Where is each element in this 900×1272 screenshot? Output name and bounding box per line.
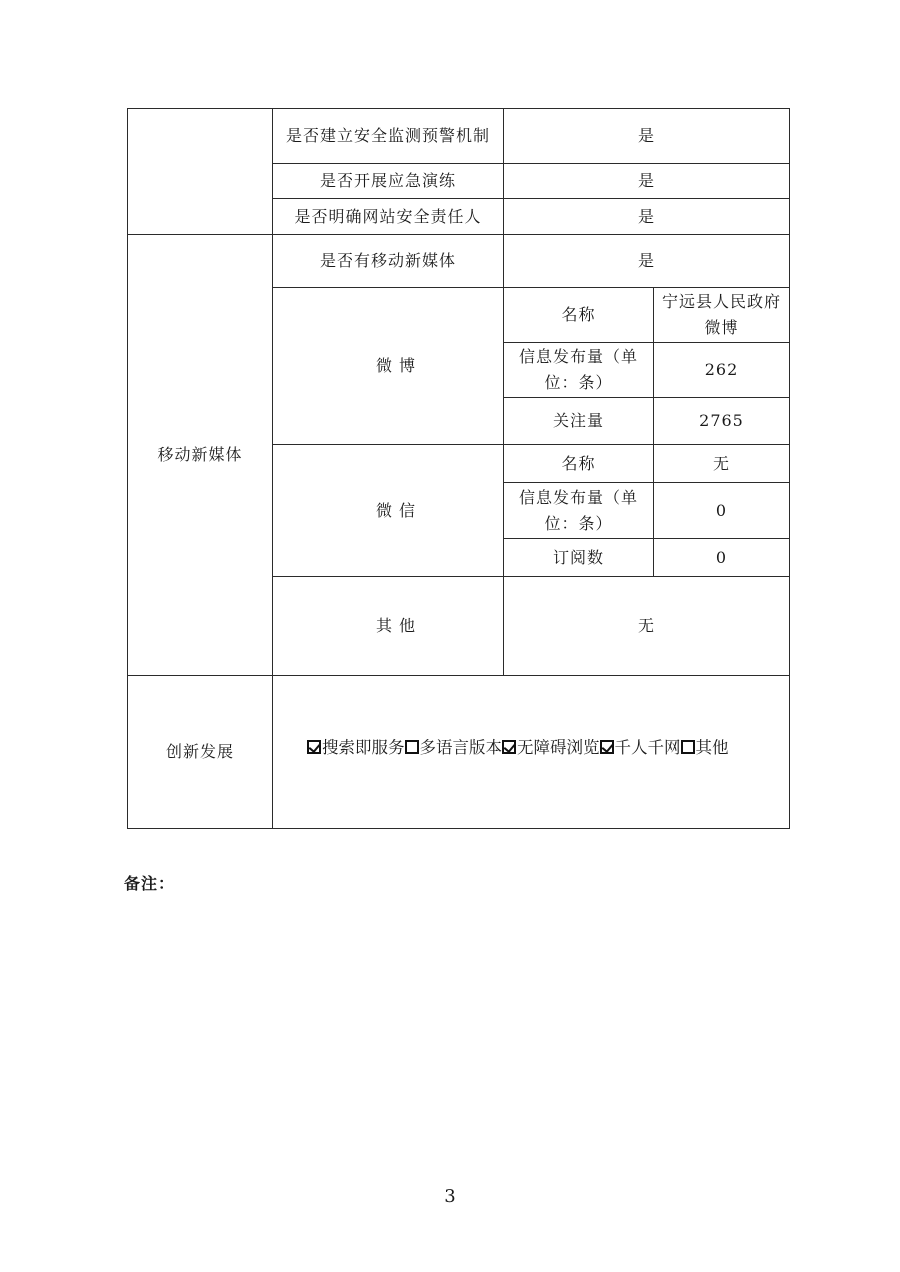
wechat-name-label: 名称 <box>504 445 654 483</box>
innovation-options <box>273 676 790 829</box>
wechat-name-value: 无 <box>654 445 790 483</box>
monitoring-label: 是否建立安全监测预警机制 <box>273 109 504 164</box>
option-label: 其他 <box>695 738 729 757</box>
option-label: 搜索即服务 <box>322 738 405 757</box>
wechat-label: 微 信 <box>273 445 504 577</box>
drill-value: 是 <box>504 164 790 199</box>
weibo-label: 微 博 <box>273 288 504 445</box>
option-accessibility[interactable] <box>502 735 600 761</box>
mobile-section-label: 移动新媒体 <box>128 235 273 676</box>
option-label: 多语言版本 <box>419 738 502 757</box>
other-value: 无 <box>504 577 790 676</box>
checked-checkbox-icon[interactable] <box>600 740 614 754</box>
weibo-followers-label: 关注量 <box>504 398 654 445</box>
option-label: 无障碍浏览 <box>517 738 600 757</box>
weibo-name-value: 宁远县人民政府微博 <box>654 288 790 343</box>
option-personalized[interactable] <box>600 735 681 761</box>
other-label: 其 他 <box>273 577 504 676</box>
note-label: 备注： <box>124 874 176 893</box>
weibo-posts-label: 信息发布量（单位：条） <box>504 343 654 398</box>
has-media-value: 是 <box>504 235 790 288</box>
option-other[interactable] <box>681 735 729 761</box>
weibo-followers-value: 2765 <box>654 398 790 445</box>
checked-checkbox-icon[interactable] <box>307 740 321 754</box>
innovation-section-label: 创新发展 <box>128 676 273 829</box>
blank-section-cell <box>128 109 273 235</box>
option-multilingual[interactable] <box>405 735 503 761</box>
option-label: 千人千网 <box>614 738 681 757</box>
responsible-value: 是 <box>504 199 790 235</box>
empty-checkbox-icon[interactable] <box>405 740 419 754</box>
page-number: 3 <box>444 1186 456 1207</box>
has-media-label: 是否有移动新媒体 <box>273 235 504 288</box>
monitoring-value: 是 <box>504 109 790 164</box>
option-search-service[interactable] <box>307 735 405 761</box>
report-table <box>127 108 790 829</box>
wechat-subs-label: 订阅数 <box>504 539 654 577</box>
empty-checkbox-icon[interactable] <box>681 740 695 754</box>
checked-checkbox-icon[interactable] <box>502 740 516 754</box>
wechat-posts-value: 0 <box>654 483 790 539</box>
drill-label: 是否开展应急演练 <box>273 164 504 199</box>
weibo-posts-value: 262 <box>654 343 790 398</box>
responsible-label: 是否明确网站安全责任人 <box>273 199 504 235</box>
wechat-posts-label: 信息发布量（单位：条） <box>504 483 654 539</box>
wechat-subs-value: 0 <box>654 539 790 577</box>
weibo-name-label: 名称 <box>504 288 654 343</box>
